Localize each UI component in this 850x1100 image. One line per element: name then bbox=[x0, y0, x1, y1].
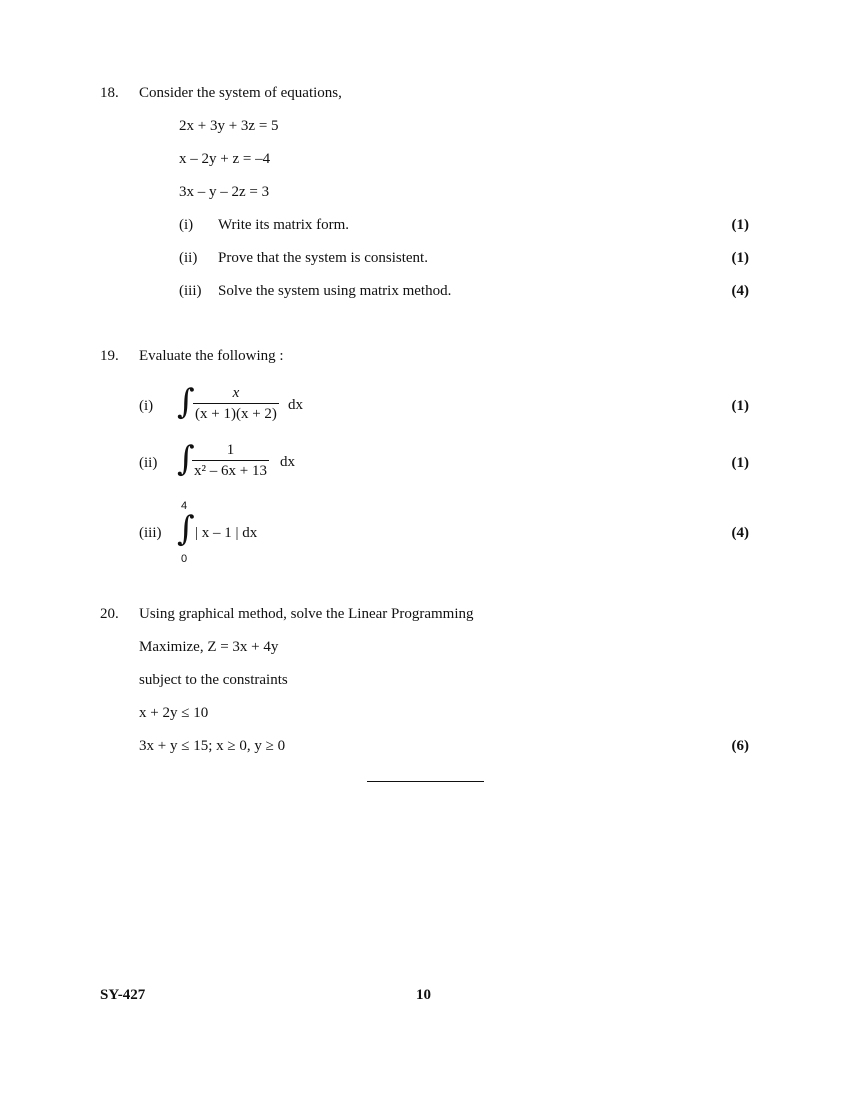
integral-sign-icon: ∫ bbox=[177, 382, 195, 422]
q20-constraint: 3x + y ≤ 15; x ≥ 0, y ≥ 0 bbox=[139, 738, 286, 754]
q19-part-label: (i) bbox=[139, 398, 154, 414]
q18-equation-2: x – 2y + z = –4 bbox=[179, 151, 271, 167]
integral-sign-icon: ∫ bbox=[177, 439, 195, 479]
q20-stem: Using graphical method, solve the Linear Programming bbox=[139, 606, 474, 622]
q18-part-label: (ii) bbox=[179, 250, 198, 266]
q19-integrand: | x – 1 | dx bbox=[195, 525, 258, 541]
fraction-numerator: 1 bbox=[226, 442, 235, 458]
q18-equation-1: 2x + 3y + 3z = 5 bbox=[179, 118, 279, 134]
integral-sign-icon: ∫ bbox=[177, 509, 195, 549]
q19-stem: Evaluate the following : bbox=[139, 348, 284, 364]
fraction-denominator: (x + 1)(x + 2) bbox=[193, 403, 279, 422]
integral-upper-limit: 4 bbox=[181, 500, 188, 512]
paper-code: SY-427 bbox=[100, 987, 146, 1003]
q20-marks: (6) bbox=[731, 738, 749, 754]
fraction-numerator: x bbox=[232, 385, 240, 401]
q18-part-text: Solve the system using matrix method. bbox=[218, 283, 452, 299]
q18-part-label: (i) bbox=[179, 217, 194, 233]
q19-fraction bbox=[193, 386, 279, 422]
q20-objective: Maximize, Z = 3x + 4y bbox=[139, 639, 279, 655]
integral-lower-limit: 0 bbox=[181, 553, 188, 565]
q19-part-label: (ii) bbox=[139, 455, 158, 471]
q18-part-text: Prove that the system is consistent. bbox=[218, 250, 428, 266]
q18-stem: Consider the system of equations, bbox=[139, 85, 342, 101]
q18-part-marks: (4) bbox=[731, 283, 749, 299]
q18-number: 18. bbox=[100, 85, 119, 101]
q19-part-label: (iii) bbox=[139, 525, 162, 541]
q19-fraction bbox=[192, 443, 269, 479]
fraction-denominator: x² – 6x + 13 bbox=[192, 460, 269, 479]
page-number: 10 bbox=[416, 987, 431, 1003]
q20-number: 20. bbox=[100, 606, 119, 622]
q18-part-text: Write its matrix form. bbox=[218, 217, 350, 233]
q19-part-marks: (1) bbox=[731, 455, 749, 471]
q18-equation-3: 3x – y – 2z = 3 bbox=[179, 184, 270, 200]
q19-part-marks: (4) bbox=[731, 525, 749, 541]
q18-part-label: (iii) bbox=[179, 283, 202, 299]
q19-differential: dx bbox=[280, 454, 295, 470]
q20-constraint: x + 2y ≤ 10 bbox=[139, 705, 209, 721]
q19-part-marks: (1) bbox=[731, 398, 749, 414]
q18-part-marks: (1) bbox=[731, 250, 749, 266]
q18-part-marks: (1) bbox=[731, 217, 749, 233]
q19-number: 19. bbox=[100, 348, 119, 364]
end-divider bbox=[367, 781, 484, 782]
q19-differential: dx bbox=[288, 397, 303, 413]
q20-subject: subject to the constraints bbox=[139, 672, 288, 688]
